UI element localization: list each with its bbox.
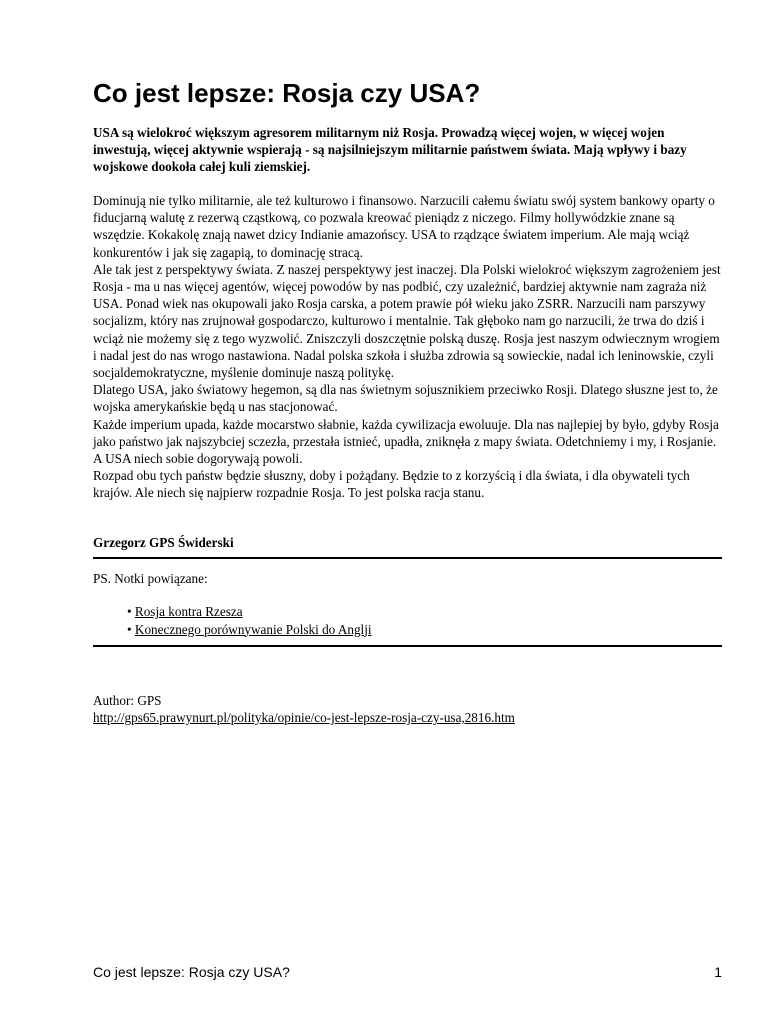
author-signature: Grzegorz GPS Świderski bbox=[93, 535, 234, 550]
list-item bbox=[127, 603, 372, 621]
body-paragraph: Ale tak jest z perspektywy świata. Z naszej perspektywy jest inaczej. Dla Polski wielokroć większym zagrożeniem jest Rosja - ma u nas więcej agentów, więcej powodów by nas podbić, czy uzależnić, bardziej aktywnie nam zagraża niż USA. Ponad wiek nas okupowali jako Rosja carska, a potem prawie pół wieku jako ZSRR. Narzucili nam parszywy socjalizm, który nas zrujnował gospodarczo, kulturowo i mentalnie. Tak głęboko nam go narzucili, że trwa do dziś i wciąż nie możemy się z tego wyzwolić. Zniszczyli doszczętnie polską duszę. Rosja jest naszym odwiecznym wrogiem i nadal jest do nas wrogo nastawiona. Nadal polska szkoła i służba zdrowia są sowieckie, nadal ich leninowskie, czyli socjaldemokratyczne, myślenie dominuje naszą politykę. bbox=[93, 261, 721, 381]
bottom-divider bbox=[93, 645, 722, 647]
article-meta bbox=[93, 692, 515, 726]
body-paragraph: Każde imperium upada, każde mocarstwo słabnie, każda cywilizacja ewoluuje. Dla nas najlepiej by było, gdyby Rosja jako państwo jak najszybciej sczezła, przestała istnieć, upadła, zniknęła z mapy świata. Odetchniemy i my, i Rosjanie. A USA niech sobie dogorywają powoli. bbox=[93, 416, 719, 467]
body-paragraph: Dominują nie tylko militarnie, ale też kulturowo i finansowo. Narzucili całemu światu swój system bankowy oparty o fiducjarną walutę z rezerwą cząstkową, co pozwala kreować pieniądz z niczego. Filmy hollywódzkie znane są wszędzie. Kokakolę znają nawet dzicy Indianie amazońscy. USA to rządzące światem imperium. Ale mają wciąż konkurentów i jak się zagapią, to dominację stracą. bbox=[93, 193, 715, 260]
article-body bbox=[93, 192, 722, 502]
bullet-icon: • bbox=[127, 621, 132, 637]
related-label: PS. Notki powiązane: bbox=[93, 571, 208, 586]
page-title: Co jest lepsze: Rosja czy USA? bbox=[93, 78, 481, 108]
body-paragraph: Rozpad obu tych państw będzie słuszny, doby i pożądany. Będzie to z korzyścią i dla świata, i dla obywateli tych krajów. Ale niech się najpierw rozpadnie Rosja. To jest polska racja stanu. bbox=[93, 468, 690, 501]
page-footer bbox=[93, 963, 722, 981]
related-link-konecznego[interactable]: Konecznego porównywanie Polski do Anglji bbox=[134, 621, 372, 637]
related-list bbox=[127, 603, 372, 638]
page-number: 1 bbox=[714, 964, 722, 980]
related-link-rosja-kontra-rzesza[interactable]: Rosja kontra Rzesza bbox=[134, 604, 243, 619]
footer-title: Co jest lepsze: Rosja czy USA? bbox=[93, 964, 290, 980]
source-url-link[interactable]: http://gps65.prawynurt.pl/polityka/opinie/co-jest-lepsze-rosja-czy-usa,2816.htm bbox=[93, 710, 515, 725]
list-item bbox=[127, 621, 372, 639]
article-lead: USA są wielokroć większym agresorem militarnym niż Rosja. Prowadzą więcej wojen, w więcej wojen inwestują, więcej aktywnie wspierają - są najsilniejszym militarnie państwem świata. Mają wpływy i bazy wojskowe dookoła całej kuli ziemskiej. bbox=[93, 125, 687, 175]
body-paragraph: Dlatego USA, jako światowy hegemon, są dla nas świetnym sojusznikiem przeciwko Rosji. Dlatego słuszne jest to, że wojska amerykańskie będą u nas stacjonować. bbox=[93, 382, 718, 415]
top-divider bbox=[93, 557, 722, 559]
bullet-icon: • bbox=[127, 604, 132, 619]
author-line: Author: GPS bbox=[93, 693, 162, 708]
